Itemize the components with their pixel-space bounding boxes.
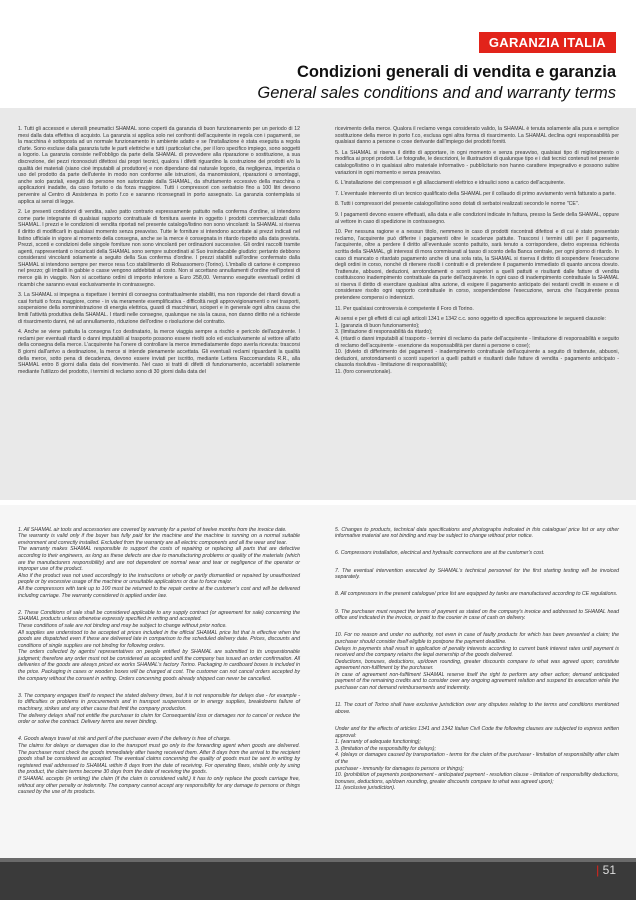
english-clause: 6. Compressors installation, electrical and hydraulic connections are at the customer's cost. [335, 550, 545, 557]
english-column-left [18, 520, 300, 806]
page-number-separator: | [596, 863, 600, 877]
page-number-value: 51 [602, 863, 616, 877]
english-clause: 10. For no reason and under no authority, not even in case of faulty products for which has been presented a claim; the purchaser should consider itself eligible to postpone the payment deadline. Delays in payments shall result in application of penalty interests according to current bank interest rates until payment is received and the company retains the legal ownership of the goods delivered. Deductions, bonuses, deductions, up/down rounding, greater discounts compare to what was agreed upon; constitute agreement non-fulfilment by the purchaser. In case of agreement non-fulfilment SHAMAL reserve itself the right to perform any other action; demand anticipated payment of the remaining credits and to consider over any ongoing agreement relation and suspend its execution while the purchaser can not demand reimbursements and indemnity. [335, 632, 619, 692]
italian-approval-clauses: Ai sensi e per gli effetti di cui agli articoli 1341 e 1342 c.c. sono oggetto di specifica approvazione le seguenti clausole: 1. (garanzia di buon funzionamento); 3. (limitazione di responsabilità da ritardo); 4. (ritardi o danni imputabili al trasporto - termini di reclamo da parte dell'acquirente - limitazione di responsabilità e seguito di reclamo dell'acquirente - esenzione da responsabilità per danni a persone o cose); 10. (divieto di differimento dei pagamenti - inadempimento contrattuale dell'acquirente a seguito di trattenute, abbuoni, deduzioni, arrotondamenti o sconti superiori a quelli pattuiti e risultanti dalle fatture di vendita - pagamento anticipato - clausola risolutiva - limitazione di responsabilità); 11. (foro convenzionale). [335, 316, 619, 375]
page-title-english: General sales conditions and and warranty terms [257, 84, 616, 102]
italian-column-right [335, 126, 619, 380]
italian-clause: 6. L'installazione dei compressori e gli allacciamenti elettrico e idraulici sono a carico dell'acquirente. [335, 180, 566, 187]
footer-divider [0, 858, 636, 862]
italian-clause: ricevimento della merce. Qualora il reclamo venga considerato valido, la SHAMAL è tenuta solamente alla pura e semplice sostituzione della merce in porto f.co, esclusa ogni altra forma di risarcimento. La SHAMAL declina ogni responsabilità per qualsiasi danno a persone o cose derivante dall'impiego dei prodotti forniti. [335, 126, 619, 146]
page-number [596, 863, 616, 877]
italian-clause: 4. Anche se viene pattuita la consegna f.co destinatario, la merce viaggia sempre a rischio e pericolo dell'acquirente. I reclami per eventuali ritardi o danni imputabili al trasporto possono essere rivolti solo ed esclusivamente al vettore all'atto della consegna della merce. L'acquirente ha l'onere di controllare la merce immediatamente dopo averla ricevuta: trascorsi 8 giorni dall'arrivo a destinazione, la merce si intende pienamente accettata. Gli eventuali reclami riguardanti la qualità della merce, sotto pena di decadenza, devono essere inviati per iscritto, mediante Lettera Raccomandata R.R., alla SHAMAL entro 8 giorni dalla data del ricevimento. Nel caso si tratti di difetti di funzionamento, accertabili solamente mediante l'utilizzo del prodotto, i termini di reclamo sono di 30 giorni dalla data del [18, 329, 300, 375]
italian-clause: 2. Le presenti condizioni di vendita, salvo patto contrario espressamente pattuito nella conferma d'ordine, si intendono come parte integrante di qualsiasi rapporto contrattuale di fornitura avente in oggetto i prodotti commercializzati dalla SHAMAL. I prezzi e le condizioni di vendita riportati nel presente catalogo/listino non sono vincolanti: la SHAMAL si riserva il diritto di modificarli in qualsiasi momento senza preavviso. Tutte le forniture si intendono accettate ai prezzi indicati nel listino ufficiale in vigore al momento della consegna, anche se la merce è consegnata in ritardo rispetto alla data prevista. Prezzi, sconti e condizioni delle singole forniture non sono vincolanti per ordinazioni successive. Gli ordini raccolti tramite agenti, rappresentanti o incaricati della SHAMAL sono sempre subordinati al Suo insindacabile giudizio: pertanto debbono considerarsi vincolanti solamente a seguito della Sua conferma d'ordine. I prezzi stabiliti sull'ordine confermato dalla SHAMAL si intendono sempre per merce resa f.co stabilimento di Robassomero (Torino). L'imballo di cartone è compreso nel prezzo; gli imballi in gabbie o casse vengono addebitati al costo. Non si accettano annullamenti d'ordine nell'ipotesi di merce già in viaggio. Non si accettano ordini di importo inferiore a Euro 258,00. Verranno eseguite eventuali ordini di ricambi che saranno evasi esclusivamente in contrassegno. [18, 209, 300, 288]
italian-clause: 9. I pagamenti devono essere effettuati, alla data e alle condizioni indicate in fattura, presso la Sede della SHAMAL, oppure al vettore in caso di spedizione in contrassegno. [335, 211, 619, 225]
italian-clause: 11. Per qualsiasi controversia è competente il Foro di Torino. [335, 305, 474, 312]
page-footer [0, 858, 636, 900]
italian-clause: 10. Per nessuna ragione e a nessun titolo, nemmeno in caso di prodotti riscontrati difettosi e di cui è stato presentato reclamo, l'acquirente può differire i pagamenti oltre le scadenze pattuite. Trascorsi i termini utili per il pagamento, l'acquirente, oltre a perdere il diritto all'eventuale sconto pattuito, sarà tenuto a corrispondere, dietro espressa richiesta scritta della SHAMAL, gli interessi di mora commisurati al tasso di sconto della Banca centrale, per ogni giorno di ritardo. In caso di mancato o ritardato pagamento anche di una sola rata, la SHAMAL si riserva il diritto di sospendere l'esecuzione degli ordini in corso, nonché di ritenere risolti i contratti e di pretendere il pagamento immediato di quanto ancora dovuto. Trattenute, abbuoni, deduzioni, arrotondamenti o sconti superiori a quelli pattuiti e risultanti dalle fatture di vendita costituiscono inadempimento contrattuale da parte dell'acquirente. In ogni caso di inadempimento contrattuale la SHAMAL si riserva il diritto di esercitare qualsiasi altra azione, di esigere il pagamento anticipato dei restanti crediti in essere e di considerare risolto ogni rapporto contrattuale in corso, sospendendone l'esecuzione, senza che l'acquirente possa pretendere compensi o indennizzi. [335, 229, 619, 302]
english-approval-clauses: Under and for the effects of articles 1341 and 1342 Italian Civil Code the following clauses are subjected to express written approval: 1. (warranty of adequate functioning); 3. (limitation of the responsibility for delays); 4. (delays or damages caused by transportation - terms for the claim of the purchaser - limitation of responsibility after claim of the purchaser - immunity for damages to persons or things); 10. (prohibition of payments postponement - anticipated payment - resolution clause - limitation of responsibility deductions, bonuses, deductions, up/down rounding, greater discounts compare to what was agreed upon); 11. (exclusive jurisdiction). [335, 726, 619, 792]
english-clause: 7. The eventual intervention executed by SHAMAL's technical personnel for the first starting testing will be invoiced separately. [335, 567, 619, 581]
italian-clause: 1. Tutti gli accessori e utensili pneumatici SHAMAL sono coperti da garanzia di buon funzionamento per un periodo di 12 mesi dalla data effettiva di acquisto. La garanzia si applica solo nei confronti dell'acquirente in regola con i pagamenti, se la macchina è sottoposta ad un normale funzionamento in ambiente adatto e se l'installazione è stata eseguita a regola d'arte. Sono escluse dalla garanzia tutte le parti elettriche e tutti i particolari che, per il loro specifico impiego, sono soggetti a logorio. La garanzia consiste nell'obbligo da parte della SHAMAL di provvedere alla riparazione o sostituzione, a sua discrezione, dei pezzi riconosciuti difettosi dai propri tecnici, qualora i difetti riguardino la costruzione dei prodotti e/o la qualità dei materiali (siano cioè imputabili al produttore) e non dipendano dal naturale logorio, da negligenza, imperizia o uso del prodotto da parte dell'utente in modo non conforme alle istruzioni, da manomissioni, riparazioni o smontaggi, anche solo parziali, eseguiti da persone non autorizzate dalla SHAMAL, da sfruttamento eccessivo della macchina o applicazioni inadatte, da caso fortuito o da forza maggiore. Tutti i compressori con serbatoio fino a 100 litri devono pervenire al Centro di Assistenza in porto f.co e saranno riconsegnati in porto assegnato. La garanzia contemplata si applica ai sensi di legge. [18, 126, 300, 205]
english-clause: 2. These Conditions of sale shall be considered applicable to any supply contract (or agreement for sale) concerning the SHAMAL products unless otherwise expressly specified in writing and accepted. These conditions of sale are not binding and may be subject to change without prior notice. All supplies are understood to be accepted at prices included in the official SHAMAL price list that is effective when the goods are dispatched even if these are delivered late in comparison to the scheduled delivery date. Prices, discounts and conditions of single supplies are not binding for following orders. The orders collected by agents/ representatives on people entitled by SHAMAL are submitted to its unquestionable judgment; therefore any order must not be considered as accepted until the company has issued an order confirmation. All deliveries of the goods are always priced ex works SHAMAL's factory Torino. Packaging in cardboard boxes is included in the price. Packaging in cases or wooden boxes will be charged at cost. The customer can not cancel orders accepted by the company without the consent in writing. Orders concerning goods already shipped can never be cancelled. [18, 609, 300, 682]
italian-clause: 7. L'eventuale intervento di un tecnico qualificato della SHAMAL per il collaudo di primo avviamento verrà fatturato a parte. [335, 190, 616, 197]
italian-clause: 8. Tutti i compressori del presente catalogo/listino sono dotati di serbatoi realizzati secondo le norme "CE". [335, 201, 580, 208]
section-tag: GARANZIA ITALIA [479, 32, 616, 53]
page-header [0, 0, 636, 108]
english-column-right [335, 520, 619, 803]
english-clause: 1. All SHAMAL air tools and accessories are covered by warranty for a period of twelve months from the invoice date. The warranty is valid only if the buyer has fully paid for the machine and the machine is running on a normal suitable environment and correctly installed. Excluded from the warranty are all electric components and all the wear and tear. The warranty makes SHAMAL responsible to support the costs of repairing or replacing all parts that are defective according to their engineers, as long as these defects are due to manufacturing problems or quality of the materials (which are the manufacturers responsibility) and are not dependent on normal wear and tear or negligence of the operator or improper use of the product. Also if the product was not used accordingly to the instructions or wholly or partly dismantled or repaired by unauthorized people or by excessive usage of the machine or unsuitable applications or due to force major. All the compressors with tank up to 100 must be returned to the repair centre at the customer's cost and will be delivered including carriage. The warranty considered is applied under law. [18, 526, 300, 599]
english-clause: 11. The court of Torino shall have exclusive jurisdiction over any disputes relating to the terms and conditions mentioned above. [335, 702, 619, 715]
english-clause: 4. Goods always travel at risk and peril of the purchaser even if the delivery is free of charge. The claims for delays or damages due to the transport must go only to the forwarding agent when goods are delivered. The purchaser must check the goods immediately after having received them. After 8 days from the arrival to the recipient goods shall be considered as accepted. The eventual claims concerning the quality of goods must be sent in writing by registered mail addressed to SHAMAL within 8 days from the date of receiving. For operating flaws, visible only by using the product, the claim terms become 30 days from the date of receiving the goods. If SHAMAL accepts (in writing) the claim (if the claim is considered valid,) it has to only replace the goods carriage free, without any other penalty or indemnity. The company cannot accept any responsibility for any damage to persons or things caused by the use of its products. [18, 736, 300, 796]
english-clause: 9. The purchaser must respect the terms of payment as stated on the company's invoice and addressed to SHAMAL head office and indicated in the invoice, or paid to the courier in case of cash on delivery. [335, 608, 619, 622]
english-clause: 8. All compressors in the present catalogue/ price list are equipped by tanks are manufactured according to CE regulations. [335, 591, 618, 598]
english-clause: 3. The company engages itself to respect the stated delivery times, but it is not responsible for delays due - for example - to difficulties or problems in procurements and in transport suspensions or in energy supplies, breakdowns failure of machinery, strikes and any other cause that limit the company production. The delivery delays shall not entitle the purchaser to claim for Consequential loss or damages nor to cancel or reduce the order or solve the contract. Delivery terms are never binding. [18, 692, 300, 726]
italian-clause: 5. La SHAMAL si riserva il diritto di apportare, in ogni momento e senza preavviso, qualsiasi tipo di miglioramento o modifica ai propri prodotti. Le fotografie, le descrizioni, le illustrazioni di qualunque tipo e i dati tecnici contenuti nel presente catalogo/listino o in qualsiasi altro materiale informativo - pubblicitario non hanno carattere impegnativo e possono subire variazioni in ogni momento e senza preavviso. [335, 149, 619, 176]
page-title-italian: Condizioni generali di vendita e garanzia [296, 63, 616, 81]
italian-column-left [18, 126, 300, 379]
english-clause: 5. Changes to products, technical data specifications and photographs indicated in this catalogue/ price list or any other informative material are not binding and may be subject to change without prior notice. [335, 526, 619, 540]
italian-clause: 3. La SHAMAL si impegna a rispettare i termini di consegna contrattualmente stabiliti, ma non risponde dei ritardi dovuti a casi fortuiti o forza maggiore, come - in via meramente esemplificativa - difficoltà negli approvvigionamenti o nei trasporti, sospensione della somministrazione di energia elettrica, guasti di macchinari, scioperi e in generale ogni altra causa che limiti l'attività produttiva della SHAMAL. I ritardi nelle consegne, qualunque ne sia la causa, non danno diritto né a richieste di risarcimento danni, né ad annullamento, riduzione dell'ordine o risoluzione del contratto. [18, 292, 300, 325]
